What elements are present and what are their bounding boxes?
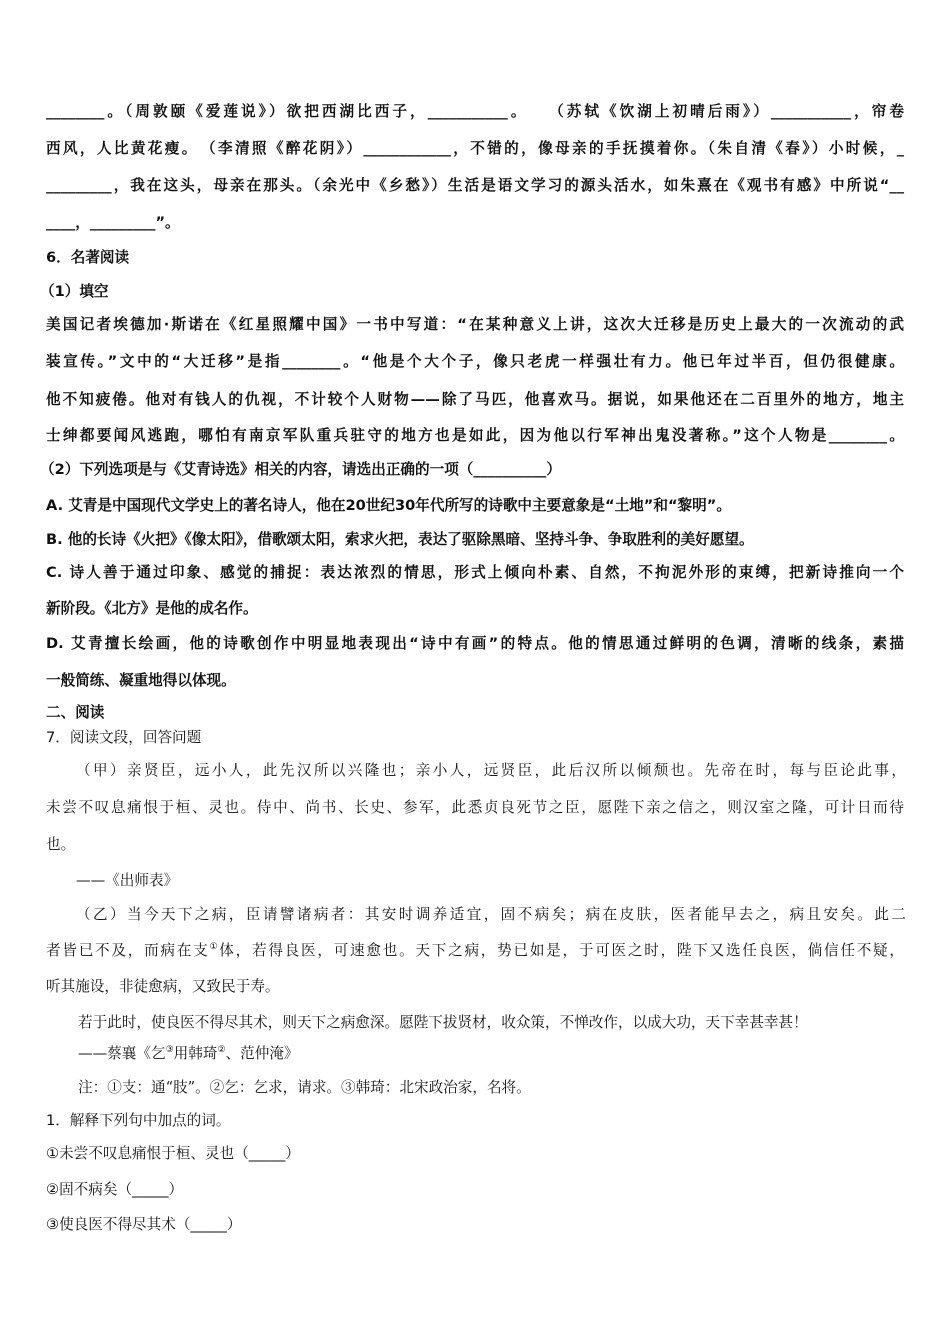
q6-title: 6．名著阅读: [46, 249, 130, 266]
poetry-fill-line-4: ____，_________”。: [46, 214, 180, 231]
q6-option-c-line-1: C. 诗人善于通过印象、感觉的捕捉：表达浓烈的情思，形式上倾向朴素、自然，不拘泥外形的束缚，把新诗推向一个: [46, 564, 904, 581]
q7-sub1-item-2: ②固不病矣（_____）: [46, 1181, 184, 1198]
q6-option-b: B. 他的长诗《火把》《像太阳》，借歌颂太阳，索求火把，表达了驱除黑暗、坚持斗争、争取胜利的美好愿望。: [46, 531, 754, 548]
q7-sub1-title: 1．解释下列句中加点的词。: [46, 1112, 231, 1129]
q6-passage-line-4: 士绅都要闻风逃跑，哪怕有南京军队重兵驻守的地方也是如此，因为他以行军神出鬼没著称。”这个人物是________。: [46, 427, 904, 444]
passage-yi-source-a: ——蔡襄《乞: [78, 1045, 166, 1062]
passage-yi-line-2a: 者皆已不及，而病在支: [46, 942, 210, 959]
q6-part2-label: （2）下列选项是与《艾青诗选》相关的内容，请选出正确的一项（__________）: [40, 461, 561, 478]
passage-yi-line-2: [46, 941, 904, 961]
poetry-fill-line-3: _________，我在这头，母亲在那头。（余光中《乡愁》）生活是语文学习的源头活水，如朱熹在《观书有感》中所说“__: [46, 177, 904, 194]
passage-yi-line-1: （乙）当今天下之病，臣请譬诸病者：其安时调养适宜，固不病矣；病在皮肤，医者能早去之，病且安矣。此二: [76, 906, 906, 923]
q6-option-c-line-2: 新阶段。《北方》是他的成名作。: [46, 600, 258, 617]
passage-jia-line-1: （甲）亲贤臣，远小人，此先汉所以兴隆也；亲小人，远贤臣，此后汉所以倾颓也。先帝在时，每与臣论此事，: [76, 762, 906, 779]
passage-jia-source: ——《出师表》: [76, 872, 179, 889]
section-2-title: 二、阅读: [46, 704, 105, 721]
footnote-marker-3: ③: [165, 1045, 174, 1056]
q6-option-d-line-2: 一般简练、凝重地得以体现。: [46, 672, 236, 689]
q6-option-d-line-1: D. 艾青擅长绘画，他的诗歌创作中明显地表现出“诗中有画”的特点。他的情思通过鲜明的色调，清晰的线条，素描: [46, 635, 904, 652]
passage-yi-source-b: 用韩琦: [173, 1045, 218, 1062]
q7-title: 7．阅读文段，回答问题: [46, 729, 202, 746]
footnote-marker-2: ②: [217, 1045, 226, 1056]
passage-yi-line-4: 若于此时，使良医不得尽其术，则天下之病愈深。愿陛下拔贤材，收众策，不惮改作，以成大功，天下幸甚幸甚！: [78, 1014, 808, 1031]
q6-passage-line-3: 他不知疲倦。他对有钱人的仇视，不计较个人财物——除了马匹，他喜欢马。据说，如果他还在二百里外的地方，地主: [46, 391, 904, 408]
passage-yi-source: [78, 1044, 299, 1064]
q7-sub1-item-3: ③使良医不得尽其术（_____）: [46, 1216, 242, 1233]
poetry-fill-line-1: ________。（周敦颐《爱莲说》）欲把西湖比西子，___________。 （苏轼《饮湖上初晴后雨》）___________，帘卷: [46, 103, 904, 120]
footnote-marker-1: ①: [209, 942, 220, 953]
passage-notes: 注：①支：通“肢”。②乞：乞求，请求。③韩琦：北宋政治家，名将。: [78, 1079, 531, 1096]
passage-yi-line-3: 听其施设，非徒愈病，又致民于寿。: [46, 978, 280, 995]
poetry-fill-line-2: 西风，人比黄花瘦。 （李清照《醉花阴》）____________，不错的，像母亲的手抚摸着你。（朱自清《春》）小时候，_: [46, 140, 904, 157]
q6-passage-line-2: 装宣传。”文中的“大迁移”是指________。“他是个大个子，像只老虎一样强壮有力。他已年过半百，但仍很健康。: [46, 353, 904, 370]
passage-jia-line-2: 未尝不叹息痛恨于桓、灵也。侍中、尚书、长史、参军，此悉贞良死节之臣，愿陛下亲之信之，则汉室之隆，可计日而待: [46, 799, 904, 816]
passage-yi-line-2b: 体，若得良医，可速愈也。天下之病，势已如是，于可医之时，陛下又选任良医，倘信任不疑，: [219, 942, 904, 959]
q7-sub1-item-1: ①未尝不叹息痛恨于桓、灵也（_____）: [46, 1145, 300, 1162]
passage-jia-line-3: 也。: [46, 836, 76, 853]
q6-part1-label: （1）填空: [40, 283, 109, 300]
q6-passage-line-1: 美国记者埃德加·斯诺在《红星照耀中国》一书中写道：“在某种意义上讲，这次大迁移是历史上最大的一次流动的武: [46, 316, 904, 333]
passage-yi-source-c: 、范仲淹》: [225, 1045, 299, 1062]
q6-option-a: A. 艾青是中国现代文学史上的著名诗人，他在20世纪30年代所写的诗歌中主要意象是“土地”和“黎明”。: [46, 497, 731, 514]
